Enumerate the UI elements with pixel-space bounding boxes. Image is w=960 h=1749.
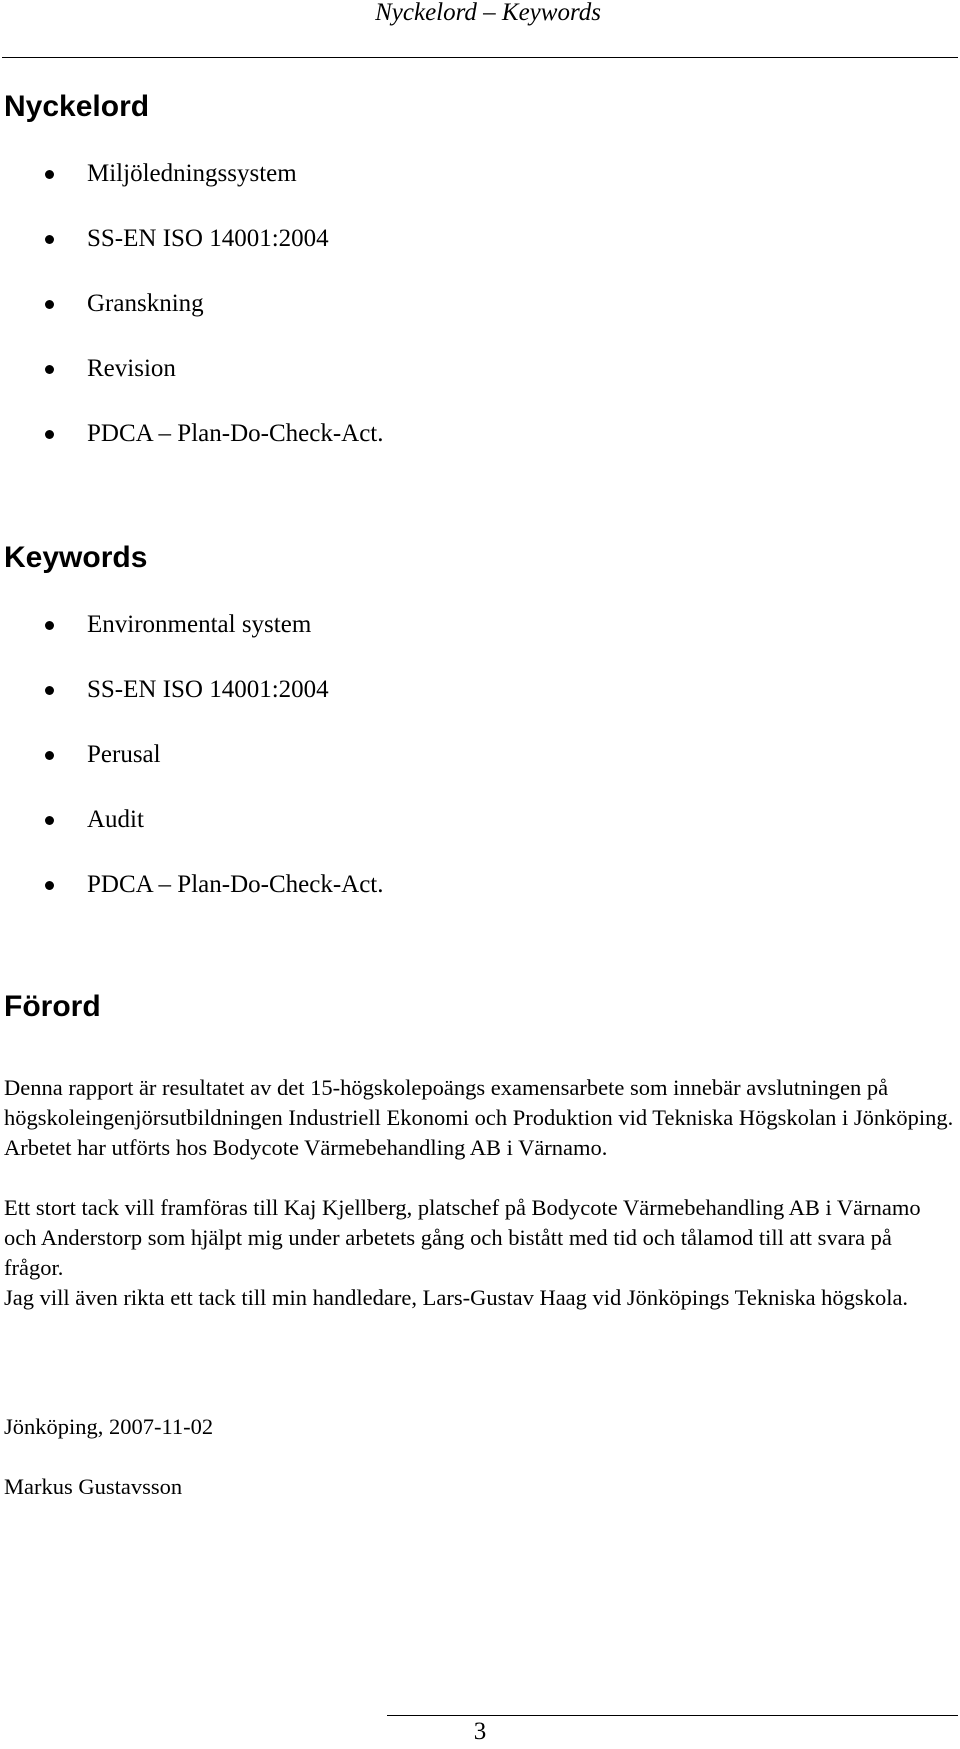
- list-item-text: Environmental system: [87, 611, 312, 638]
- list-item-text: Granskning: [87, 290, 204, 317]
- list-item: [0, 159, 940, 224]
- list-item-text: SS-EN ISO 14001:2004: [87, 225, 329, 252]
- list-item-text: Perusal: [87, 741, 161, 768]
- list-item: [0, 610, 940, 675]
- running-header-title: Nyckelord – Keywords: [375, 0, 601, 26]
- forord-paragraph-2: Ett stort tack vill framföras till Kaj Kjellberg, platschef på Bodycote Värmebehandling AB i Värnamo och Anderstorp som hjälpt mig under arbetets gång och bistått med tid och tålamod till att svara på frågor.: [4, 1195, 921, 1280]
- bullet-icon: [45, 686, 54, 695]
- header-rule: [2, 57, 958, 58]
- bullet-icon: [45, 300, 54, 309]
- list-item: [0, 289, 940, 354]
- list-item: [0, 805, 940, 870]
- forord-paragraph-1: Denna rapport är resultatet av det 15-högskolepoängs examensarbete som innebär avslutningen på högskoleingenjörsutbildningen Industriell Ekonomi och Produktion vid Tekniska Högskolan i Jönköping. Arbetet har utförts hos Bodycote Värmebehandling AB i Värnamo.: [4, 1075, 954, 1160]
- list-item: [0, 870, 940, 935]
- list-item-text: Miljöledningssystem: [87, 160, 297, 187]
- bullet-icon: [45, 235, 54, 244]
- forord-heading: Förord: [4, 990, 101, 1023]
- list-item-text: PDCA – Plan-Do-Check-Act.: [87, 420, 384, 447]
- list-item-text: SS-EN ISO 14001:2004: [87, 676, 329, 703]
- forord-body: [4, 1073, 954, 1313]
- bullet-icon: [45, 816, 54, 825]
- list-item: [0, 224, 940, 289]
- bullet-icon: [45, 430, 54, 439]
- running-header: [0, 0, 956, 26]
- bullet-icon: [45, 881, 54, 890]
- bullet-icon: [45, 365, 54, 374]
- list-item: [0, 354, 940, 419]
- bullet-icon: [45, 621, 54, 630]
- list-item-text: Audit: [87, 806, 144, 833]
- list-item: [0, 675, 940, 740]
- author-name: Markus Gustavsson: [4, 1474, 183, 1499]
- forord-paragraph-3: Jag vill även rikta ett tack till min handledare, Lars-Gustav Haag vid Jönköpings Tekniska högskola.: [4, 1285, 909, 1310]
- keywords-heading: Keywords: [4, 541, 148, 574]
- place-date: Jönköping, 2007-11-02: [4, 1414, 214, 1439]
- page-number: 3: [473, 1718, 487, 1745]
- bullet-icon: [45, 170, 54, 179]
- list-item-text: PDCA – Plan-Do-Check-Act.: [87, 871, 384, 898]
- keywords-list: [0, 610, 940, 935]
- nyckelord-heading: Nyckelord: [4, 90, 150, 123]
- nyckelord-list: [0, 159, 940, 484]
- list-item-text: Revision: [87, 355, 176, 382]
- bullet-icon: [45, 751, 54, 760]
- list-item: [0, 419, 940, 484]
- list-item: [0, 740, 940, 805]
- footer-rule: [387, 1715, 958, 1716]
